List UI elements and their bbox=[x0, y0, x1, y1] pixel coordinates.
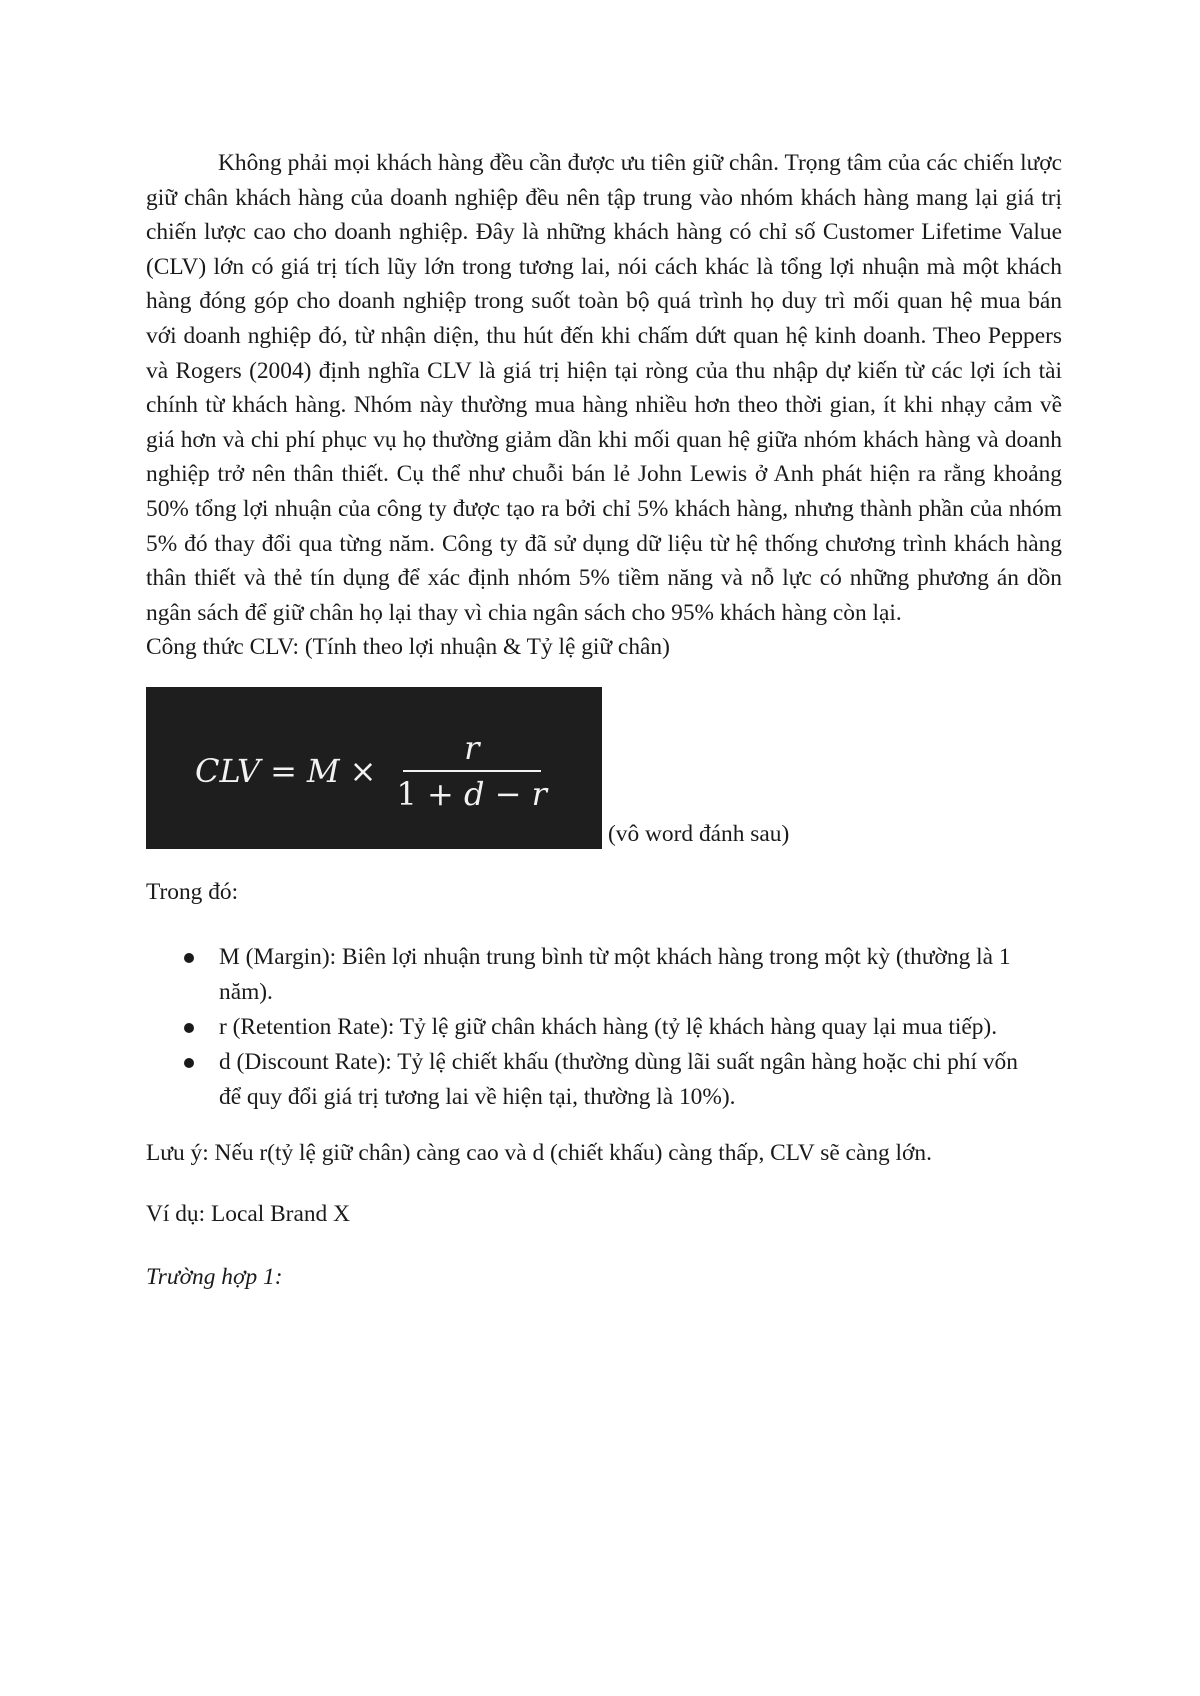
formula-fraction bbox=[390, 730, 552, 812]
list-item bbox=[146, 1010, 1062, 1045]
list-item bbox=[146, 940, 1062, 1010]
where-label: Trong đó: bbox=[146, 878, 239, 905]
formula-lhs: CLV bbox=[195, 751, 261, 790]
definition-text: r (Retention Rate): Tỷ lệ giữ chân khách hàng (tỷ lệ khách hàng quay lại mua tiếp). bbox=[219, 1013, 998, 1040]
case-label: Trường hợp 1: bbox=[146, 1263, 283, 1290]
formula-times: × bbox=[349, 751, 377, 790]
denominator-one: 1 bbox=[396, 774, 417, 813]
denominator-minus: − bbox=[494, 774, 522, 813]
formula-row bbox=[146, 687, 1062, 849]
denominator-plus: + bbox=[427, 774, 454, 813]
document-page bbox=[146, 146, 1062, 1318]
bullet-icon bbox=[184, 1023, 194, 1033]
formula-factor: M bbox=[306, 751, 340, 790]
formula-note: (vô word đánh sau) bbox=[608, 820, 790, 847]
example-label: Ví dụ: Local Brand X bbox=[146, 1201, 350, 1228]
list-item bbox=[146, 1045, 1062, 1115]
note-paragraph: Lưu ý: Nếu r(tỷ lệ giữ chân) càng cao và d (chiết khấu) càng thấp, CLV sẽ càng lớn. bbox=[146, 1139, 932, 1166]
clv-formula bbox=[195, 730, 553, 812]
formula-numerator: r bbox=[464, 728, 480, 767]
bullet-icon bbox=[184, 1058, 194, 1068]
formula-denominator bbox=[390, 772, 552, 812]
formula-heading: Công thức CLV: (Tính theo lợi nhuận & Tỷ lệ giữ chân) bbox=[146, 634, 670, 661]
intro-paragraph: Không phải mọi khách hàng đều cần được ưu tiên giữ chân. Trọng tâm của các chiến lược giữ chân khách hàng của doanh nghiệp đều nên tập trung vào nhóm khách hàng mang lại giá trị chiến lược cao cho doanh nghiệp. Đây là những khách hàng có chỉ số Customer Lifetime Value (CLV) lớn có giá trị tích lũy lớn trong tương lai, nói cách khác là tổng lợi nhuận mà một khách hàng đóng góp cho doanh nghiệp trong suốt toàn bộ quá trình họ duy trì mối quan hệ mua bán với doanh nghiệp đó, từ nhận diện, thu hút đến khi chấm dứt quan hệ kinh doanh. Theo Peppers và Rogers (2004) định nghĩa CLV là giá trị hiện tại ròng của thu nhập dự kiến từ các lợi ích tài chính từ khách hàng. Nhóm này thường mua hàng nhiều hơn theo thời gian, ít khi nhạy cảm về giá hơn và chi phí phục vụ họ thường giảm dần khi mối quan hệ giữa nhóm khách hàng và doanh nghiệp trở nên thân thiết. Cụ thể như chuỗi bán lẻ John Lewis ở Anh phát hiện ra rằng khoảng 50% tổng lợi nhuận của công ty được tạo ra bởi chỉ 5% khách hàng, nhưng thành phần của nhóm 5% đó thay đổi qua từng năm. Công ty đã sử dụng dữ liệu từ hệ thống chương trình khách hàng thân thiết và thẻ tín dụng để xác định nhóm 5% tiềm năng và nỗ lực có những phương án dồn ngân sách để giữ chân họ lại thay vì chia ngân sách cho 95% khách hàng còn lại. bbox=[146, 150, 1062, 626]
formula-equals: = bbox=[270, 751, 297, 790]
denominator-d: d bbox=[464, 774, 485, 813]
definition-text: d (Discount Rate): Tỷ lệ chiết khấu (thường dùng lãi suất ngân hàng hoặc chi phí vốn để quy đổi giá trị tương lai về hiện tại, thường là 10%). bbox=[219, 1048, 1018, 1110]
denominator-r: r bbox=[531, 774, 547, 813]
bullet-icon bbox=[184, 953, 194, 963]
definition-text: M (Margin): Biên lợi nhuận trung bình từ một khách hàng trong một kỳ (thường là 1 năm). bbox=[219, 943, 1011, 1005]
definition-list bbox=[146, 940, 1062, 1115]
clv-formula-image bbox=[146, 687, 602, 849]
